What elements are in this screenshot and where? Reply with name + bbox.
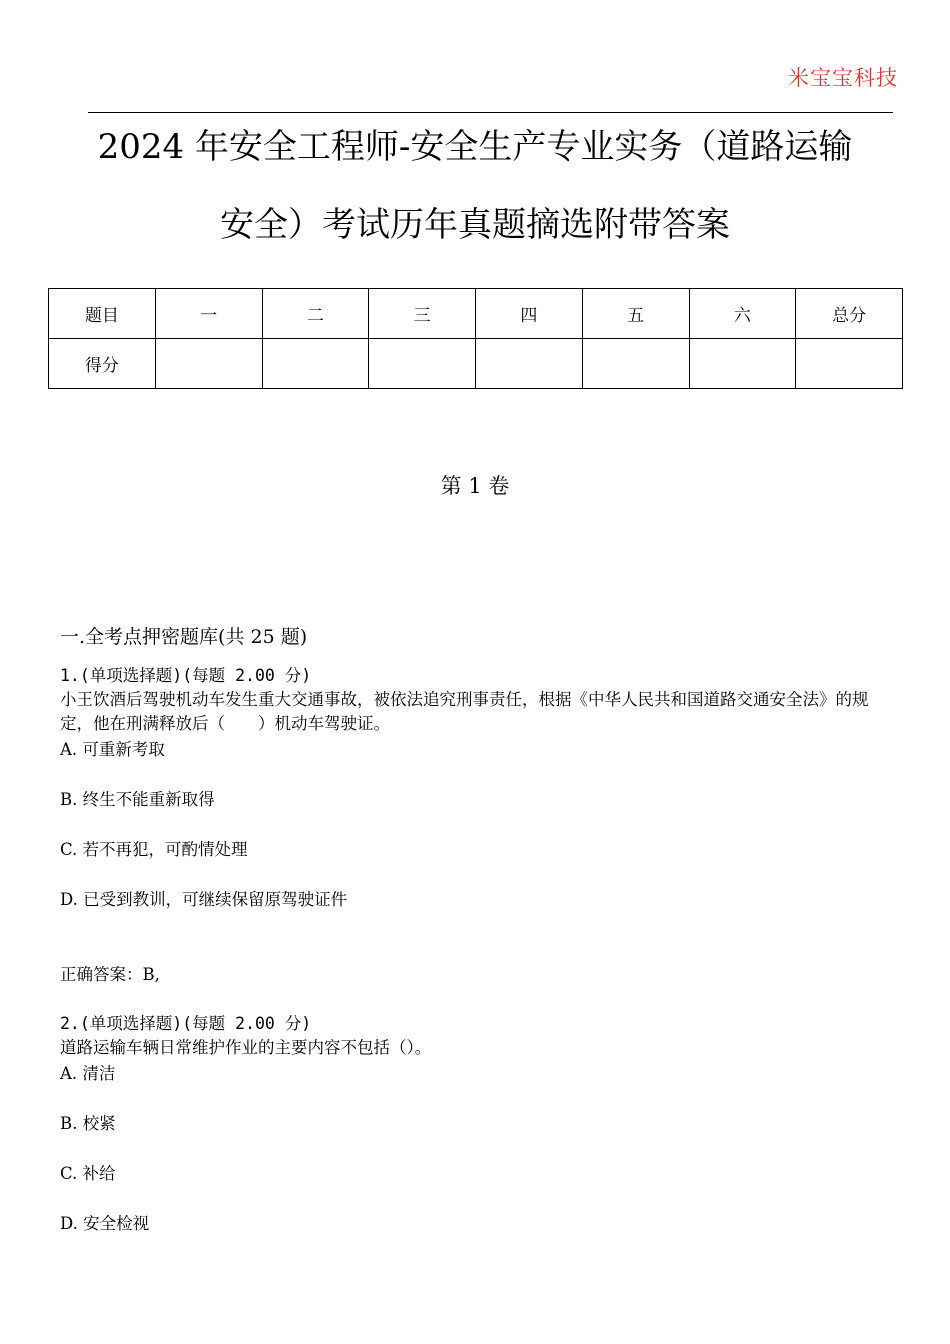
- score-table: [48, 288, 903, 389]
- score-header-cell: 五: [582, 289, 689, 339]
- section-heading: 一.全考点押密题库(共 25 题): [60, 626, 308, 648]
- score-cell: [262, 339, 369, 389]
- score-cell: [369, 339, 476, 389]
- correct-answer: 正确答案：B,: [60, 965, 160, 984]
- option-d: D. 安全检视: [60, 1214, 150, 1233]
- title-line-1: 2024 年安全工程师-安全生产专业实务（道路运输: [97, 127, 853, 167]
- option-d: D. 已受到教训，可继续保留原驾驶证件: [60, 890, 348, 909]
- document-title: [48, 108, 902, 264]
- question-2: [60, 1012, 898, 1060]
- score-header-cell: 六: [689, 289, 796, 339]
- option-b: B. 校紧: [60, 1114, 116, 1133]
- option-b: B. 终生不能重新取得: [60, 790, 215, 809]
- score-cell: [476, 339, 583, 389]
- score-table-header-row: [49, 289, 903, 339]
- score-header-cell: 一: [155, 289, 262, 339]
- score-header-cell: 总分: [796, 289, 903, 339]
- score-cell: [155, 339, 262, 389]
- brand-logo-text: 米宝宝科技: [788, 66, 898, 90]
- question-meta: 1.(单项选择题)(每题 2.00 分): [60, 666, 312, 685]
- score-header-cell: 三: [369, 289, 476, 339]
- option-c: C. 补给: [60, 1164, 116, 1183]
- score-header-cell: 四: [476, 289, 583, 339]
- score-table-row: [49, 339, 903, 389]
- score-header-cell: 二: [262, 289, 369, 339]
- question-meta: 2.(单项选择题)(每题 2.00 分): [60, 1014, 312, 1033]
- score-cell: [689, 339, 796, 389]
- score-cell: [796, 339, 903, 389]
- score-cell: [582, 339, 689, 389]
- question-stem: 道路运输车辆日常维护作业的主要内容不包括（）。: [60, 1038, 432, 1057]
- score-header-cell: 题目: [49, 289, 156, 339]
- option-a: A. 清洁: [60, 1064, 116, 1083]
- option-a: A. 可重新考取: [60, 740, 165, 759]
- question-1: [60, 664, 898, 736]
- score-row-label: 得分: [49, 339, 156, 389]
- question-stem: 小王饮酒后驾驶机动车发生重大交通事故，被依法追究刑事责任，根据《中华人民共和国道路交通安全法》的规定，他在刑满释放后（ ）机动车驾驶证。: [60, 690, 869, 733]
- title-line-2: 安全）考试历年真题摘选附带答案: [220, 205, 730, 245]
- volume-heading: 第 1 卷: [440, 474, 510, 498]
- option-c: C. 若不再犯，可酌情处理: [60, 840, 248, 859]
